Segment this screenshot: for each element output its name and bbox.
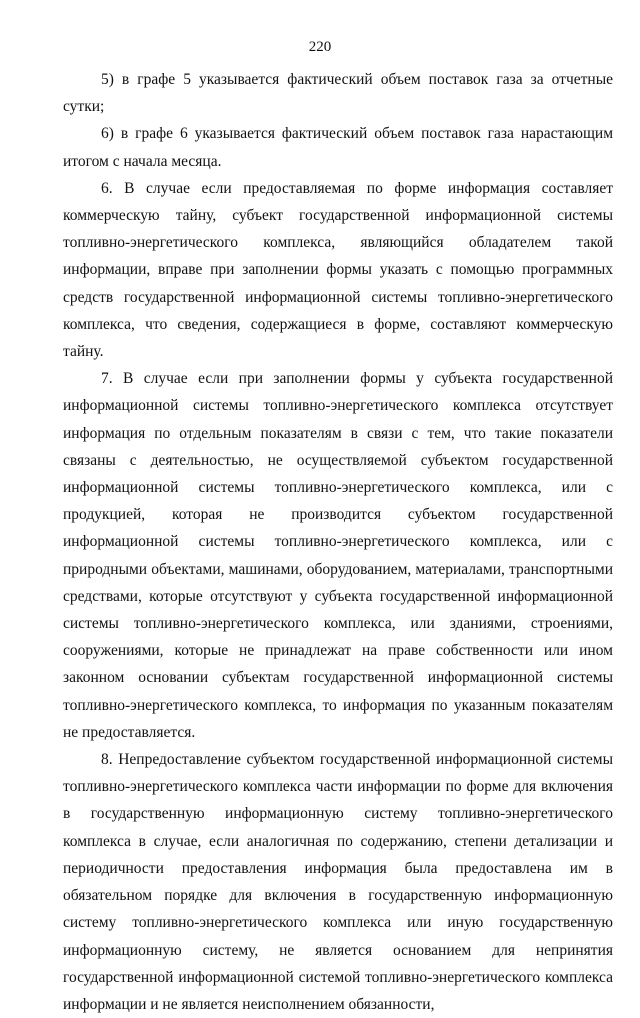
paragraph-section-7: 7. В случае если при заполнении формы у субъекта государственной информационной системы топливно-энергетического комплекса отсутствует информация по отдельным показателям в связи с тем, что такие показатели связаны с деятельностью, не осуществляемой субъектом государственной информационной системы топливно-энергетического комплекса, или с продукцией, которая не производится субъектом государственной информационной системы топливно-энергетического комплекса, или с природными объектами, машинами, оборудованием, материалами, транспортными средствами, которые отсутствуют у субъекта государственной информационной системы топливно-энергетического комплекса, или зданиями, строениями, сооружениями, которые не принадлежат на праве собственности или ином законном основании субъектам государственной информационной системы топливно-энергетического комплекса, то информация по указанным показателям не предоставляется.: [63, 370, 613, 741]
paragraph-item-6: 6) в графе 6 указывается фактический объем поставок газа нарастающим итогом с начала месяца.: [63, 125, 613, 170]
paragraph-item-5: 5) в графе 5 указывается фактический объем поставок газа за отчетные сутки;: [63, 71, 613, 116]
paragraph-section-6: 6. В случае если предоставляемая по форме информация составляет коммерческую тайну, субъект государственной информационной системы топливно-энергетического комплекса, являющийся обладателем такой информации, вправе при заполнении формы указать с помощью программных средств государственной информационной системы топливно-энергетического комплекса, что сведения, содержащиеся в форме, составляют коммерческую тайну.: [63, 179, 613, 361]
document-body: [63, 66, 613, 1018]
paragraph-section-8: 8. Непредоставление субъектом государственной информационной системы топливно-энергетического комплекса части информации по форме для включения в государственную информационную систему топливно-энергетического комплекса в случае, если аналогичная по содержанию, степени детализации и периодичности предоставления информация была предоставлена им в обязательном порядке для включения в государственную информационную систему топливно-энергетического комплекса или иную государственную информационную систему, не является основанием для непринятия государственной информационной системой топливно-энергетического комплекса информации и не является неисполнением обязанности,: [63, 751, 613, 1013]
page-number: 220: [308, 39, 332, 55]
